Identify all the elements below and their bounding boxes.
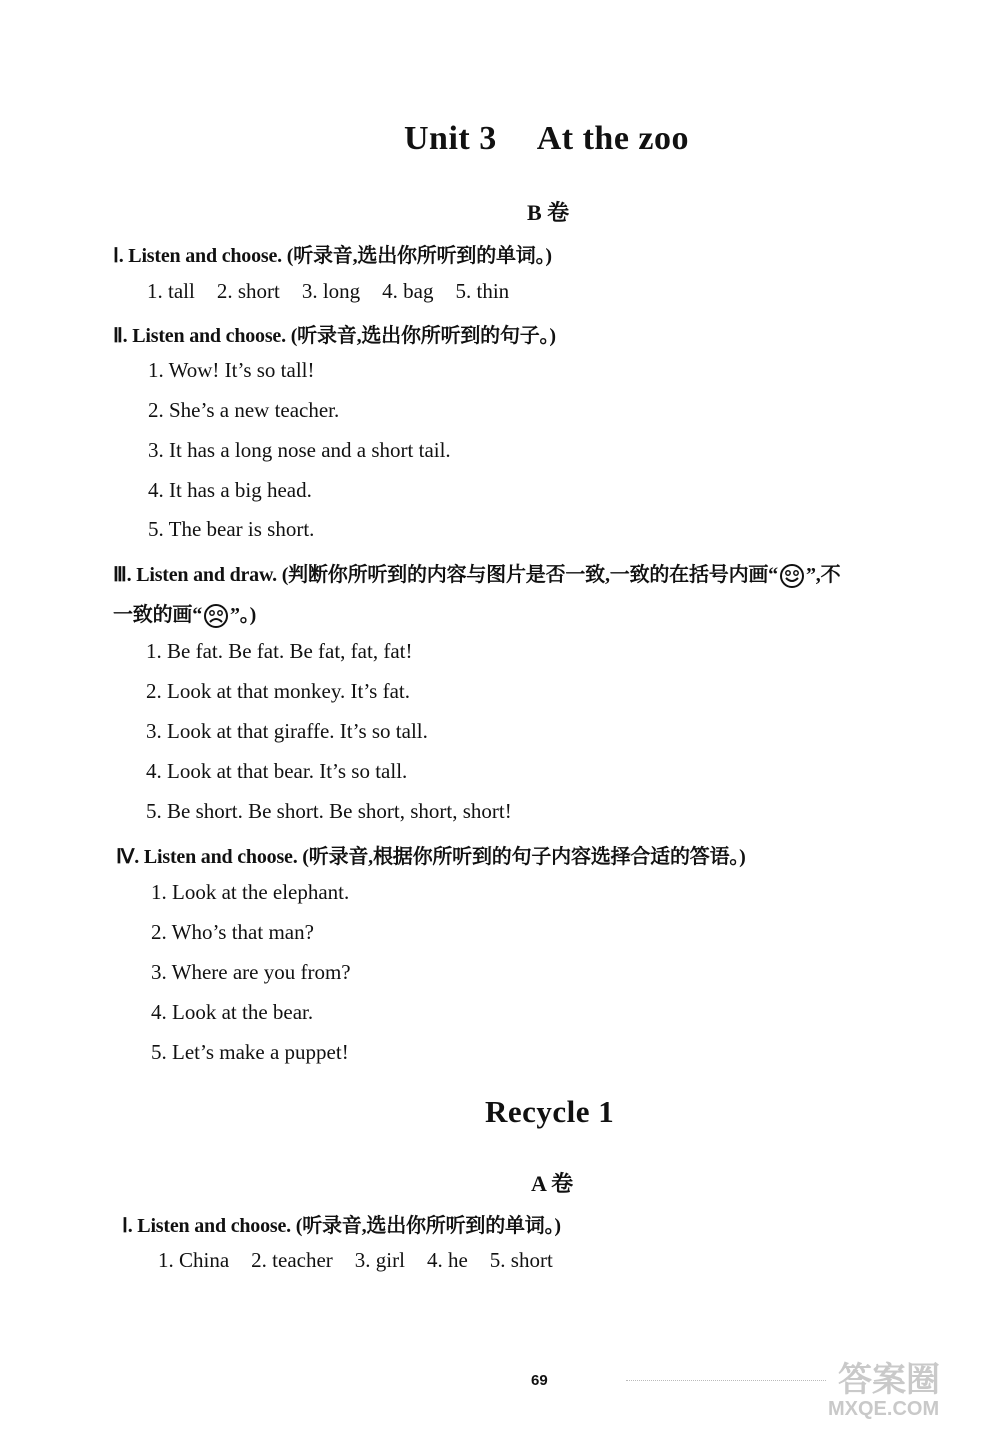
- word-item: 2. short: [216, 279, 280, 303]
- section-3-line: 4. Look at that bear. It’s so tall.: [146, 759, 408, 783]
- section-4-heading: Ⅳ. Listen and choose. (听录音,根据你所听到的句子内容选择合适的答语。): [116, 846, 746, 868]
- section-2-line: 1. Wow! It’s so tall!: [148, 358, 315, 382]
- section-4-line: 1. Look at the elephant.: [151, 880, 350, 904]
- section-3-line: 3. Look at that giraffe. It’s so tall.: [146, 719, 428, 743]
- word-item: 2. teacher: [251, 1248, 333, 1272]
- section-2-line: 5. The bear is short.: [148, 517, 315, 541]
- section-2-line: 3. It has a long nose and a short tail.: [148, 438, 451, 462]
- section-3-line: 2. Look at that monkey. It’s fat.: [146, 679, 410, 703]
- sad-face-icon: [203, 603, 229, 629]
- divider-line: [626, 1380, 826, 1381]
- smiley-face-icon: [779, 563, 805, 589]
- word-item: 1. China: [158, 1248, 230, 1272]
- section-1-heading: Ⅰ. Listen and choose. (听录音,选出你所听到的单词。): [113, 245, 552, 267]
- unit-title: Unit 3 At the zoo: [404, 120, 690, 157]
- section-4-line: 4. Look at the bear.: [151, 1000, 314, 1024]
- section-4-line: 2. Who’s that man?: [151, 920, 314, 944]
- section-3-line: 1. Be fat. Be fat. Be fat, fat, fat!: [146, 639, 413, 663]
- recycle-word-list: [158, 1248, 575, 1273]
- section-3-heading: Ⅲ. Listen and draw. (判断你所听到的内容与图片是否一致,一致的在括号内画“ ”,不: [113, 558, 840, 589]
- recycle-paper-label: A 卷: [531, 1171, 574, 1196]
- watermark-url: MXQE.COM: [828, 1398, 940, 1420]
- section-3-heading-continued: 一致的画“ ”。): [113, 598, 256, 629]
- word-item: 5. short: [489, 1248, 553, 1272]
- section-3-line: 5. Be short. Be short. Be short, short, short!: [146, 799, 512, 823]
- word-item: 3. girl: [354, 1248, 405, 1272]
- watermark-logo: 答案圈: [838, 1361, 940, 1399]
- recycle-section-1-heading: Ⅰ. Listen and choose. (听录音,选出你所听到的单词。): [122, 1215, 561, 1237]
- section-2-heading: Ⅱ. Listen and choose. (听录音,选出你所听到的句子。): [113, 325, 556, 347]
- section-2-line: 2. She’s a new teacher.: [148, 398, 340, 422]
- section-4-line: 3. Where are you from?: [151, 960, 351, 984]
- recycle-title: Recycle 1: [485, 1094, 615, 1129]
- unit-paper-label: B 卷: [527, 200, 570, 225]
- word-item: 4. he: [426, 1248, 468, 1272]
- section-2-line: 4. It has a big head.: [148, 478, 312, 502]
- page-number: 69: [531, 1372, 548, 1389]
- section-1-word-list: [147, 279, 531, 304]
- word-item: 1. tall: [147, 279, 195, 303]
- word-item: 5. thin: [455, 279, 510, 303]
- word-item: 4. bag: [382, 279, 434, 303]
- word-item: 3. long: [301, 279, 361, 303]
- section-4-line: 5. Let’s make a puppet!: [151, 1040, 349, 1064]
